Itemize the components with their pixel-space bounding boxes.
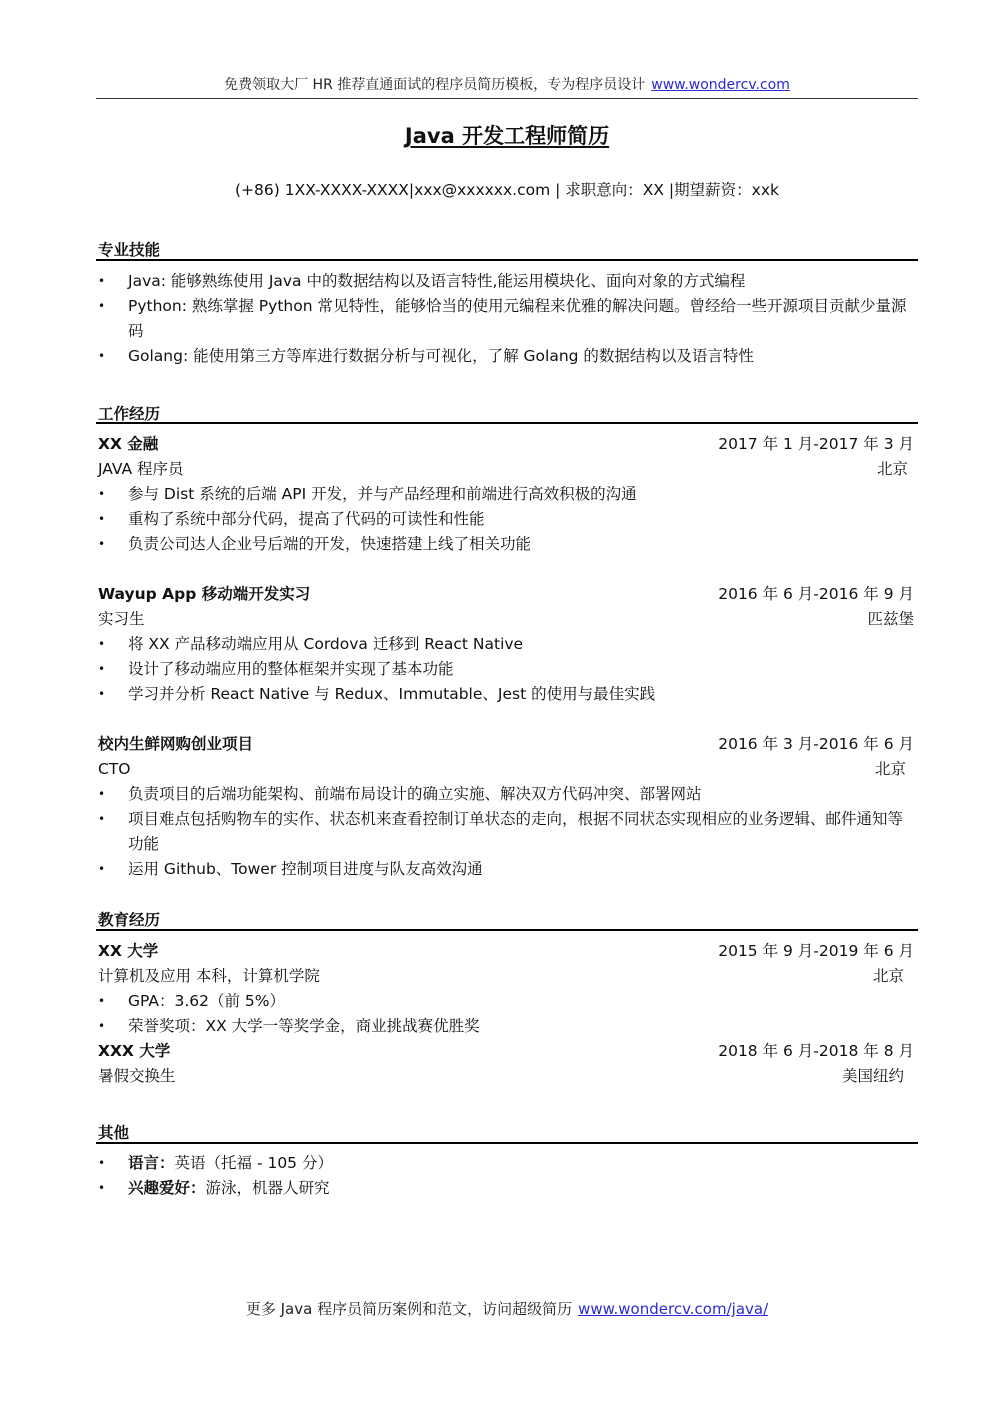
other-divider bbox=[96, 1142, 918, 1144]
school-name: XXX 大学 bbox=[98, 1042, 171, 1060]
school-date: 2018 年 6 月-2018 年 8 月 bbox=[718, 1042, 914, 1060]
skills-divider bbox=[96, 259, 918, 261]
list-item: • 项目难点包括购物车的实作、状态机来查看控制订单状态的走向，根据不同状态实现相应的业务逻辑、邮件通知等功能 bbox=[96, 807, 918, 857]
top-note bbox=[96, 74, 918, 94]
footer-note bbox=[96, 1298, 918, 1319]
school-detail: 计算机及应用 本科，计算机学院 bbox=[98, 967, 320, 985]
school-date: 2015 年 9 月-2019 年 6 月 bbox=[718, 942, 914, 960]
school-subheader bbox=[98, 1064, 916, 1088]
skills-list bbox=[96, 269, 918, 369]
school-location: 北京 bbox=[872, 967, 904, 985]
school-location: 美国纽约 bbox=[841, 1067, 904, 1085]
list-item: • 设计了移动端应用的整体框架并实现了基本功能 bbox=[96, 657, 918, 682]
list-item: • Java: 能够熟练使用 Java 中的数据结构以及语言特性,能运用模块化、面向对象的方式编程 bbox=[96, 269, 918, 294]
page-title: Java 开发工程师简历 bbox=[404, 124, 610, 148]
job-company: Wayup App 移动端开发实习 bbox=[98, 585, 311, 603]
hobby-label: 兴趣爱好： bbox=[128, 1179, 206, 1197]
footer-link[interactable]: www.wondercv.com/java/ bbox=[578, 1300, 769, 1318]
school-header bbox=[98, 1039, 916, 1063]
top-note-link[interactable]: www.wondercv.com bbox=[651, 77, 790, 93]
skills-heading: 专业技能 bbox=[98, 241, 161, 259]
footer-text: 更多 Java 程序员简历案例和范文，访问超级简历 bbox=[245, 1300, 573, 1318]
list-item: • 参与 Dist 系统的后端 API 开发，并与产品经理和前端进行高效积极的沟通 bbox=[96, 482, 918, 507]
list-item bbox=[96, 1176, 918, 1201]
school-subheader bbox=[98, 964, 916, 988]
list-item: • Python: 熟练掌握 Python 常见特性，能够恰当的使用元编程来优雅的解决问题。曾经给一些开源项目贡献少量源码 bbox=[96, 294, 918, 344]
job-bullets bbox=[96, 632, 918, 707]
list-item: • Golang: 能使用第三方等库进行数据分析与可视化，了解 Golang 的数据结构以及语言特性 bbox=[96, 344, 918, 369]
list-item: • 学习并分析 React Native 与 Redux、Immutable、Jest 的使用与最佳实践 bbox=[96, 682, 918, 707]
job-location: 匹兹堡 bbox=[867, 610, 914, 628]
school-bullets bbox=[96, 989, 918, 1039]
list-item: • 负责项目的后端功能架构、前端布局设计的确立实施、解决双方代码冲突、部署网站 bbox=[96, 782, 918, 807]
job-role: JAVA 程序员 bbox=[98, 460, 184, 478]
job-bullets bbox=[96, 782, 918, 882]
list-item: • 荣誉奖项：XX 大学一等奖学金，商业挑战赛优胜奖 bbox=[96, 1014, 918, 1039]
job-company: XX 金融 bbox=[98, 435, 159, 453]
other-heading: 其他 bbox=[98, 1124, 130, 1142]
list-item: • 负责公司达人企业号后端的开发，快速搭建上线了相关功能 bbox=[96, 532, 918, 557]
other-list bbox=[96, 1151, 918, 1201]
job-date: 2016 年 3 月-2016 年 6 月 bbox=[718, 735, 914, 753]
school-header bbox=[98, 939, 916, 963]
job-subheader bbox=[98, 757, 916, 781]
education-heading: 教育经历 bbox=[98, 911, 161, 929]
job-location: 北京 bbox=[876, 460, 908, 478]
job-company: 校内生鲜网购创业项目 bbox=[98, 735, 254, 753]
job-subheader bbox=[98, 457, 916, 481]
list-item bbox=[96, 1151, 918, 1176]
work-heading: 工作经历 bbox=[98, 405, 161, 423]
hobby-value: 游泳，机器人研究 bbox=[205, 1179, 330, 1197]
school-name: XX 大学 bbox=[98, 942, 159, 960]
work-divider bbox=[96, 422, 918, 424]
language-value: 英语（托福 - 105 分） bbox=[174, 1154, 333, 1172]
school-detail: 暑假交换生 bbox=[98, 1067, 176, 1085]
list-item: • 将 XX 产品移动端应用从 Cordova 迁移到 React Native bbox=[96, 632, 918, 657]
job-header bbox=[98, 582, 916, 606]
contact-line: (+86) 1XX-XXXX-XXXX|xxx@xxxxxx.com | 求职意向：XX |期望薪资：xxk bbox=[235, 181, 779, 199]
list-item: • 运用 Github、Tower 控制项目进度与队友高效沟通 bbox=[96, 857, 918, 882]
job-location: 北京 bbox=[874, 760, 906, 778]
job-role: 实习生 bbox=[98, 610, 145, 628]
top-note-text: 免费领取大厂 HR 推荐直通面试的程序员简历模板，专为程序员设计 bbox=[224, 77, 646, 93]
job-bullets bbox=[96, 482, 918, 557]
list-item: • GPA：3.62（前 5%） bbox=[96, 989, 918, 1014]
job-subheader bbox=[98, 607, 916, 631]
job-date: 2017 年 1 月-2017 年 3 月 bbox=[718, 435, 914, 453]
education-divider bbox=[96, 929, 918, 931]
list-item: • 重构了系统中部分代码，提高了代码的可读性和性能 bbox=[96, 507, 918, 532]
job-header bbox=[98, 432, 916, 456]
top-divider bbox=[96, 98, 918, 99]
job-header bbox=[98, 732, 916, 756]
job-role: CTO bbox=[98, 760, 131, 778]
job-date: 2016 年 6 月-2016 年 9 月 bbox=[718, 585, 914, 603]
language-label: 语言： bbox=[128, 1154, 175, 1172]
